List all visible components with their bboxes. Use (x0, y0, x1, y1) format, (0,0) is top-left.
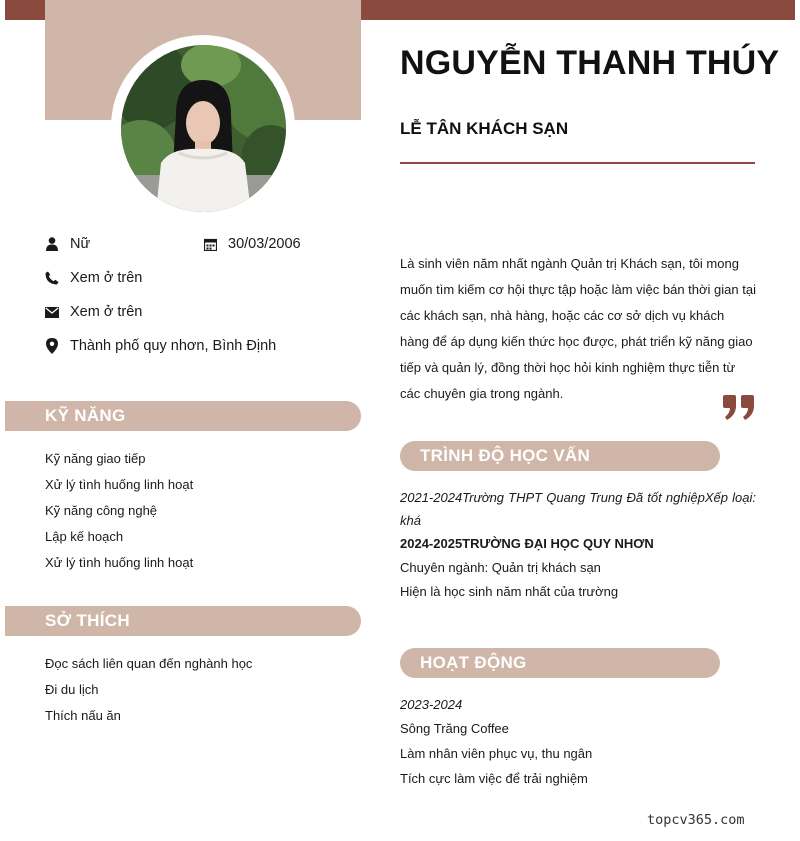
list-item: Xử lý tình huống linh hoạt (45, 477, 194, 492)
email-row (45, 304, 142, 320)
education-section-header (400, 441, 720, 471)
education-university: 2024-2025TRƯỜNG ĐẠI HỌC QUY NHƠN (400, 536, 654, 551)
education-heading: TRÌNH ĐỘ HỌC VẤN (420, 446, 591, 465)
name-divider (400, 162, 755, 164)
list-item: Đi du lịch (45, 682, 99, 697)
education-major: Chuyên ngành: Quản trị khách sạn (400, 560, 601, 575)
phone-value: Xem ở trên (70, 270, 143, 286)
job-title: LỄ TÂN KHÁCH SẠN (400, 119, 569, 138)
location-pin-icon (45, 338, 59, 354)
activity-period: 2023-2024 (400, 697, 463, 712)
activity-details (400, 693, 756, 791)
email-value: Xem ở trên (70, 304, 143, 320)
quote-icon (722, 395, 756, 426)
hobbies-heading: SỞ THÍCH (45, 611, 130, 630)
phone-icon (45, 270, 59, 286)
education-status: Hiện là học sinh năm nhất của trường (400, 584, 619, 599)
calendar-icon (203, 236, 217, 252)
mail-icon (45, 304, 59, 320)
avatar (121, 45, 286, 212)
activity-organization: Sông Trăng Coffee (400, 721, 509, 736)
birthday-value: 30/03/2006 (228, 236, 301, 252)
hobbies-list (45, 654, 252, 732)
gender-value: Nữ (70, 236, 91, 252)
candidate-name: NGUYỄN THANH THÚY (400, 44, 780, 82)
site-watermark: topcv365.com (647, 812, 745, 828)
hobbies-section-header (5, 606, 361, 636)
phone-row (45, 270, 142, 286)
list-item: Xử lý tình huống linh hoạt (45, 555, 194, 570)
list-item: Kỹ năng công nghệ (45, 503, 158, 518)
birthday-row (203, 236, 301, 252)
career-objective: Là sinh viên năm nhất ngành Quản trị Khách sạn, tôi mong muốn tìm kiếm cơ hội thực tập hoặc làm việc bán thời gian tại các khách sạn, nhà hàng, hoặc các cơ sở dịch vụ khách hàng để áp dụng kiến thức học được, phát triển kỹ năng giao tiếp và quản lý, đồng thời học hỏi kinh nghiệm thực tiễn từ các chuyên gia trong ngành. (400, 256, 756, 401)
skills-heading: KỸ NĂNG (45, 406, 126, 425)
user-icon (45, 236, 59, 252)
list-item: Kỹ năng giao tiếp (45, 451, 146, 466)
address-value: Thành phố quy nhơn, Bình Định (70, 338, 277, 354)
skills-list (45, 449, 193, 579)
activities-section-header (400, 648, 720, 678)
activities-heading: HOẠT ĐỘNG (420, 653, 527, 672)
list-item: Đọc sách liên quan đến nghành học (45, 656, 253, 671)
list-item: Thích nấu ăn (45, 708, 121, 723)
gender-row (45, 236, 90, 252)
address-row (45, 338, 276, 354)
list-item: Lập kế hoạch (45, 529, 124, 544)
skills-section-header (5, 401, 361, 431)
education-high-school: 2021-2024Trường THPT Quang Trung Đã tốt nghiệpXếp loại: khá (400, 490, 756, 528)
activity-role: Làm nhân viên phục vụ, thu ngân (400, 746, 593, 761)
education-details (400, 486, 756, 604)
activity-description: Tích cực làm việc để trải nghiệm (400, 771, 588, 786)
